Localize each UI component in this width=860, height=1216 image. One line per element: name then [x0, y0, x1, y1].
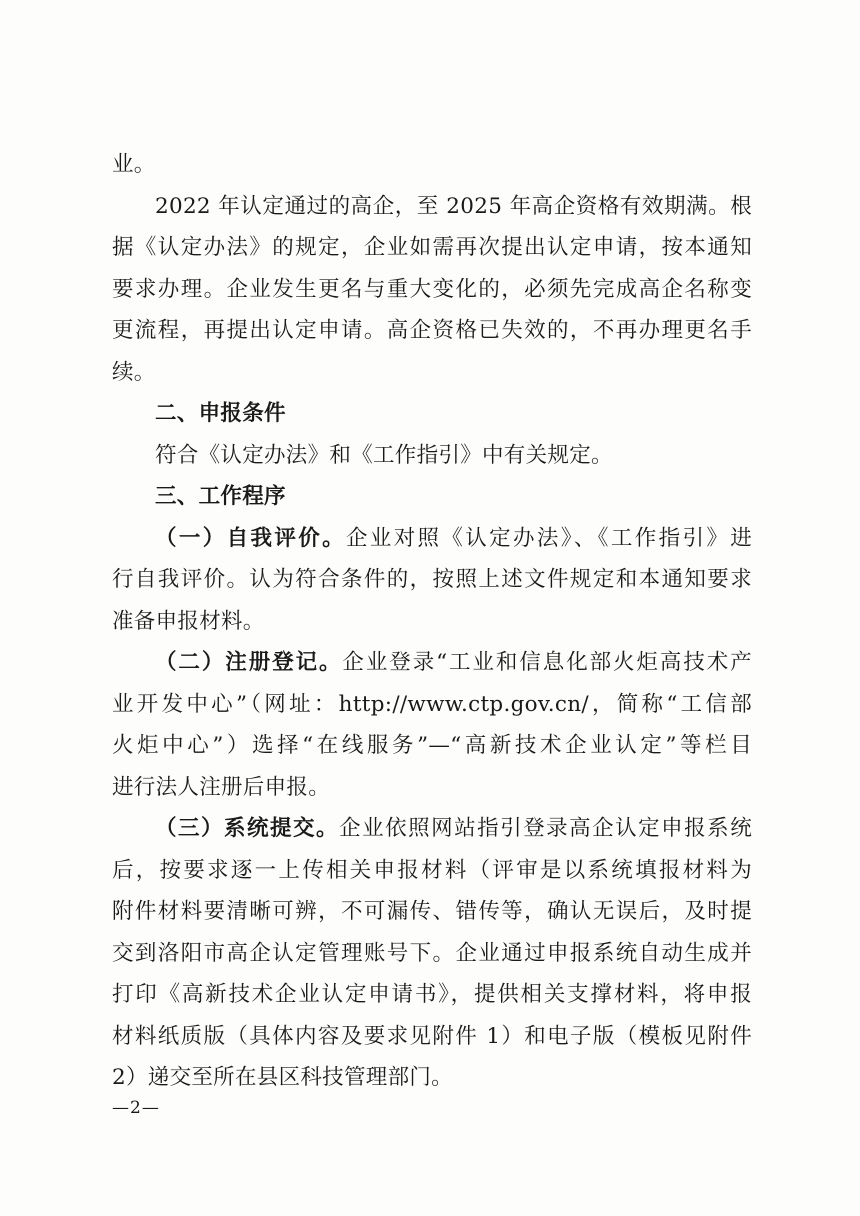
text-line: 要求办理。企业发生更名与重大变化的，必须先完成高企名称变	[112, 276, 752, 302]
text-line: 业。	[112, 152, 156, 177]
text-line: 准备申报材料。	[112, 608, 265, 634]
text-line: 交到洛阳市高企认定管理账号下。企业通过申报系统自动生成并	[112, 940, 752, 966]
text-line: 后，按要求逐一上传相关申报材料（评审是以系统填报材料为	[112, 857, 752, 883]
text-line: 材料纸质版（具体内容及要求见附件 1）和电子版（模板见附件	[112, 1023, 752, 1049]
text-line: 企业登录“工业和信息化部火炬高技术产	[342, 650, 752, 675]
section-heading-2: 二、申报条件	[155, 401, 286, 426]
text-line: 更流程，再提出认定申请。高企资格已失效的，不再办理更名手	[112, 318, 752, 343]
section-heading-3: 三、工作程序	[155, 484, 286, 509]
text-line: 企业对照《认定办法》、《工作指引》进	[345, 525, 752, 551]
text-line: 据《认定办法》的规定，企业如需再次提出认定申请，按本通知	[112, 235, 752, 260]
subsection-2-title: （二）注册登记。	[155, 650, 343, 675]
text-line: 企业依照网站指引登录高企认定申报系统	[339, 816, 752, 841]
subsection-3-first-line	[112, 808, 752, 850]
subsection-3-title: （三）系统提交。	[155, 816, 340, 841]
text-line: 续。	[112, 359, 156, 385]
text-line: 业开发中心”（网址：http://www.ctp.gov.cn/，简称“工信部	[112, 691, 752, 717]
text-line: 火炬中心”）选择“在线服务”—“高新技术企业认定”等栏目	[112, 733, 752, 758]
text-line: 打印《高新技术企业认定申请书》，提供相关支撑材料，将申报	[112, 982, 752, 1007]
text-line: 行自我评价。认为符合条件的，按照上述文件规定和本通知要求	[112, 567, 752, 592]
subsection-1-first-line	[112, 518, 752, 560]
page-number: —2—	[112, 1098, 160, 1118]
text-line: 2022 年认定通过的高企，至 2025 年高企资格有效期满。根	[155, 193, 752, 219]
subsection-2-first-line	[112, 642, 752, 684]
text-line: 2）递交至所在县区科技管理部门。	[112, 1065, 453, 1090]
text-line: 符合《认定办法》和《工作指引》中有关规定。	[155, 442, 613, 468]
text-line: 进行法人注册后申报。	[112, 774, 331, 800]
document-body	[112, 144, 752, 1099]
subsection-1-title: （一）自我评价。	[155, 525, 346, 551]
text-line: 附件材料要清晰可辨，不可漏传、错传等，确认无误后，及时提	[112, 899, 752, 924]
